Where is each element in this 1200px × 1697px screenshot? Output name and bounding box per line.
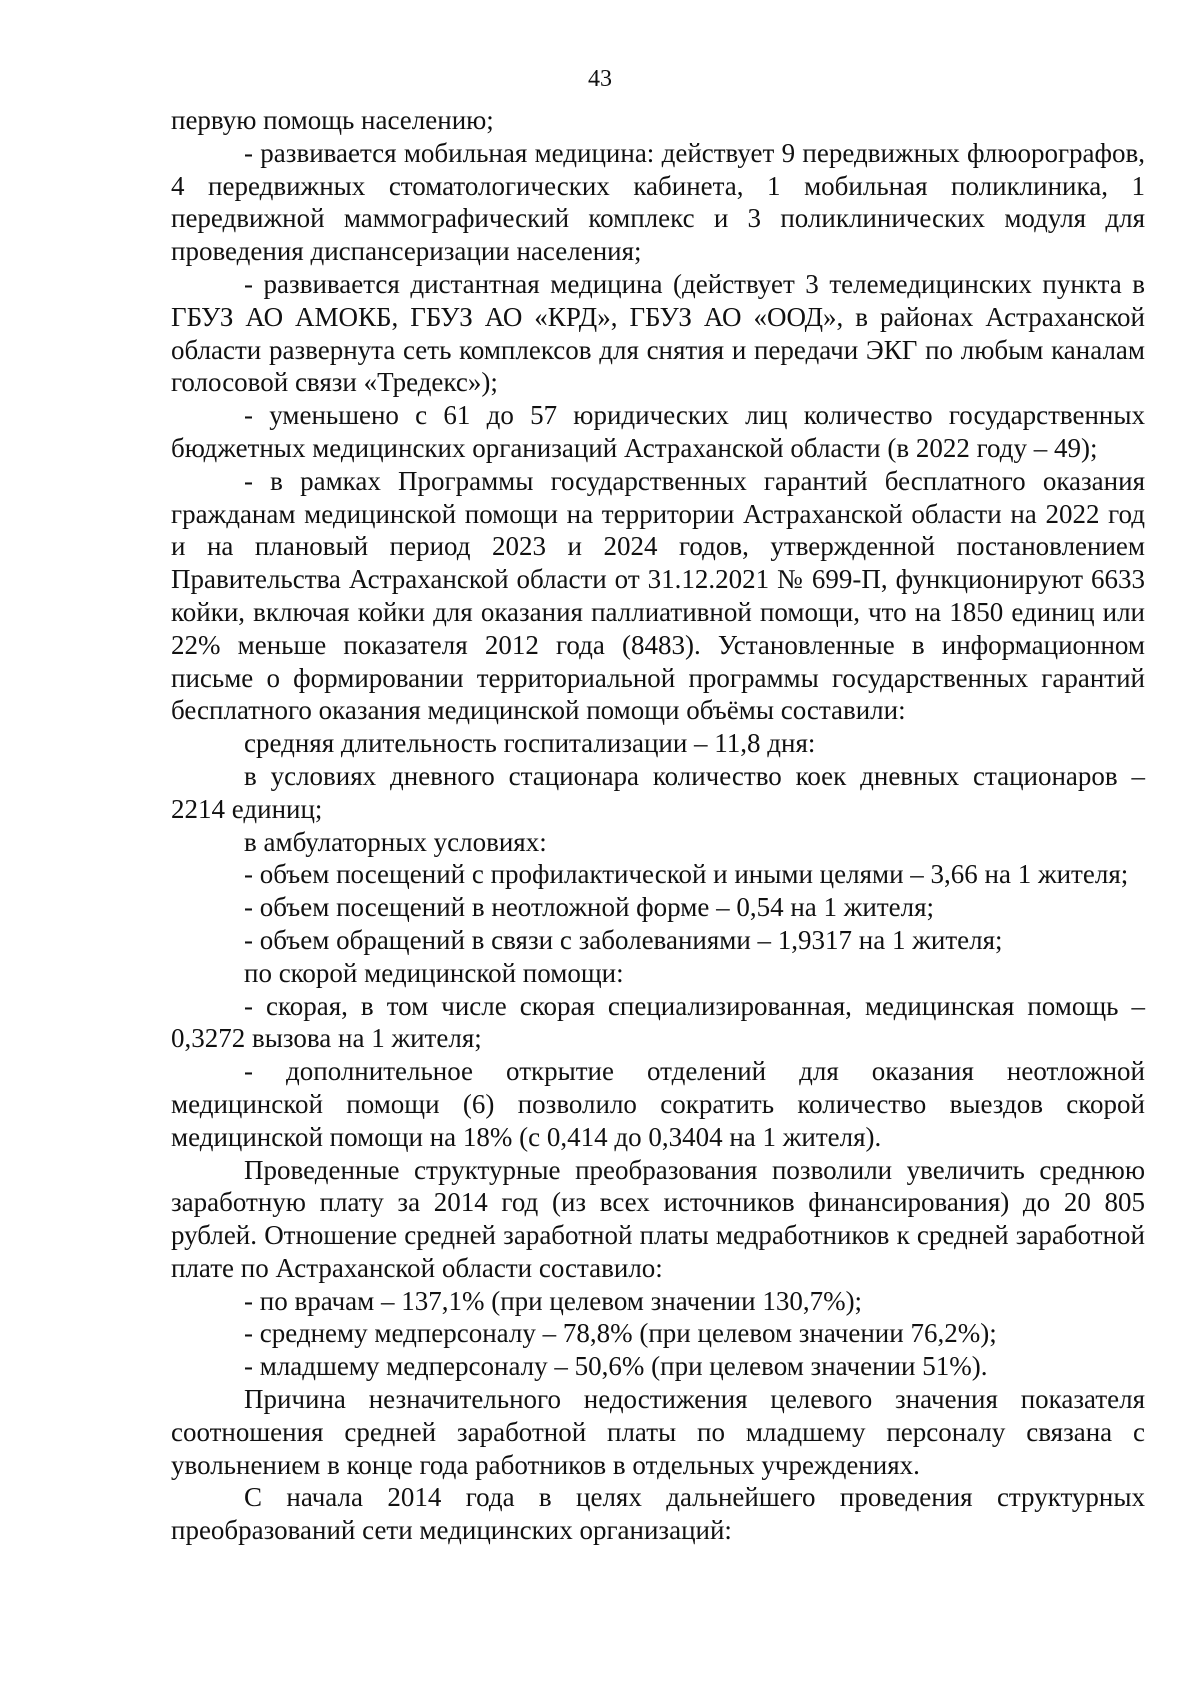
paragraph-emergency-calls: - скорая, в том числе скорая специализированная, медицинская помощь – 0,3272 вызова на 1 жителя; (171, 990, 1145, 1054)
paragraph-salary-increase: Проведенные структурные преобразования позволили увеличить среднюю заработную плату за 2014 год (из всех источников финансирования) до 20 805 рублей. Отношение средней заработной платы медработников к средней заработной плате по Астраханской области составило: (171, 1154, 1145, 1283)
paragraph-salary-doctors: - по врачам – 137,1% (при целевом значении 130,7%); (244, 1285, 863, 1316)
paragraph-structural-reforms-2014: С начала 2014 года в целях дальнейшего проведения структурных преобразований сети медицинских организаций: (171, 1482, 1145, 1546)
paragraph-salary-junior-staff: - младшему медперсоналу – 50,6% (при целевом значении 51%). (244, 1351, 988, 1382)
paragraph-distance-medicine: - развивается дистантная медицина (действует 3 телемедицинских пункта в ГБУЗ АО АМОКБ, ГБУЗ АО «КРД», ГБУЗ АО «ООД», в районах Астраханской области развернута сеть комплексов для снятия и передачи ЭКГ по любым каналам голосовой связи «Тредекс»); (171, 268, 1145, 398)
paragraph-preventive-visits: - объем посещений с профилактической и иными целями – 3,66 на 1 жителя; (244, 859, 1129, 890)
paragraph-continuation: первую помощь населению; (171, 105, 494, 135)
paragraph-day-hospital: в условиях дневного стационара количество коек дневных стационаров – 2214 единиц; (171, 760, 1145, 824)
paragraph-mobile-medicine: - развивается мобильная медицина: действует 9 передвижных флюорографов, 4 передвижных стоматологических кабинета, 1 мобильная поликлиника, 1 передвижной маммографический комплекс и 3 поликлинических модуля для проведения диспансеризации населения; (171, 137, 1145, 267)
paragraph-target-shortfall-reason: Причина незначительного недостижения целевого значения показателя соотношения средней заработной платы по младшему персоналу связана с увольнением в конце года работников в отдельных учреждениях. (171, 1384, 1145, 1480)
paragraph-urgent-departments: - дополнительное открытие отделений для оказания неотложной медицинской помощи (6) позволило сократить количество выездов скорой медицинской помощи на 18% (с 0,414 до 0,3404 на 1 жителя). (171, 1056, 1145, 1152)
paragraph-legal-entities: - уменьшено с 61 до 57 юридических лиц количество государственных бюджетных медицинских организаций Астраханской области (в 2022 году – 49); (171, 400, 1145, 463)
paragraph-disease-appeals: - объем обращений в связи с заболеваниями – 1,9317 на 1 жителя; (244, 924, 1003, 955)
paragraph-salary-nurses: - среднему медперсоналу – 78,8% (при целевом значении 76,2%); (244, 1318, 997, 1349)
document-body (171, 104, 1145, 1547)
paragraph-urgent-visits: - объем посещений в неотложной форме – 0,54 на 1 жителя; (244, 892, 935, 923)
paragraph-hospitalization-duration: средняя длительность госпитализации – 11,8 дня: (244, 728, 816, 759)
paragraph-state-guarantees-program: - в рамках Программы государственных гарантий бесплатного оказания гражданам медицинской помощи на территории Астраханской области на 2022 год и на плановый период 2023 и 2024 годов, утвержденной постановлением Правительства Астраханской области от 31.12.2021 № 699-П, функционируют 6633 койки, включая койки для оказания паллиативной помощи, что на 1850 единиц или 22% меньше показателя 2012 года (8483). Установленные в информационном письме о формировании территориальной программы государственных гарантий бесплатного оказания медицинской помощи объёмы составили: (171, 465, 1145, 726)
paragraph-emergency-heading: по скорой медицинской помощи: (244, 957, 624, 988)
paragraph-outpatient-heading: в амбулаторных условиях: (244, 826, 547, 857)
page-number: 43 (588, 66, 612, 92)
